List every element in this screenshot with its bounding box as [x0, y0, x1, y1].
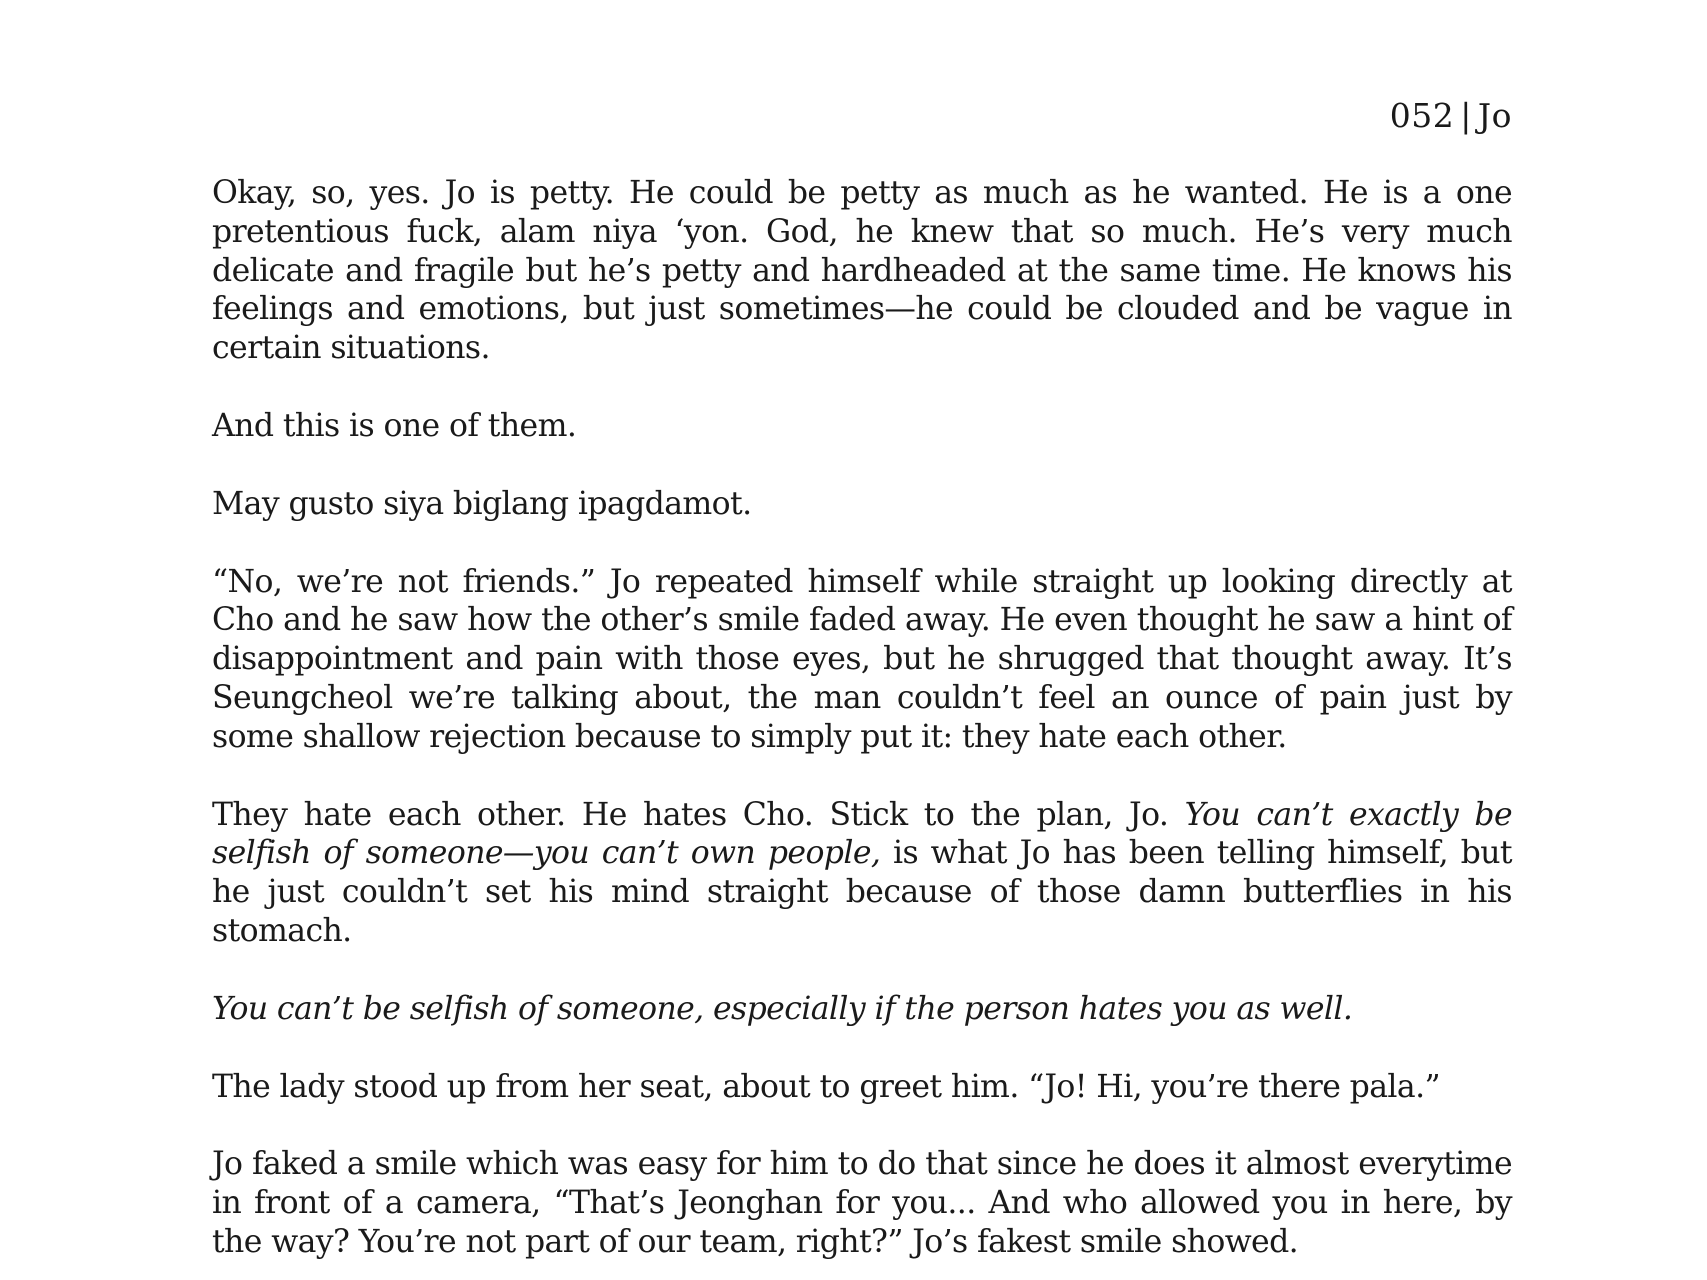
paragraph-8: Jo faked a smile which was easy for him to do that since he does it almost everytime in front of a camera, “That’s Jeonghan for you... And who allowed you in here, by the way? You’re not part of our team, right?” Jo’s fakest smile showed.	[212, 1146, 1512, 1260]
paragraph-1: Okay, so, yes. Jo is petty. He could be petty as much as he wanted. He is a one pretentious fuck, alam niya ‘yon. God, he knew that so much. He’s very much delicate and fragile but he’s petty and hardheaded at the same time. He knows his feelings and emotions, but just sometimes—he could be clouded and be vague in certain situations.	[212, 175, 1512, 367]
page-number: 052	[1389, 96, 1455, 135]
paragraph-4: “No, we’re not friends.” Jo repeated himself while straight up looking directly at Cho and he saw how the other’s smile faded away. He even thought he saw a hint of disappointment and pain with those eyes, but he shrugged that thought away. It’s Seungcheol we’re talking about, the man couldn’t feel an ounce of pain just by some shallow rejection because to simply put it: they hate each other.	[212, 563, 1512, 755]
page-header	[212, 96, 1512, 136]
paragraph-7: The lady stood up from her seat, about to greet him. “Jo! Hi, you’re there pala.”	[212, 1068, 1440, 1105]
chapter-title: Jo	[1477, 96, 1512, 135]
paragraph-2: And this is one of them.	[212, 407, 577, 444]
paragraph-3: May gusto siya biglang ipagdamot.	[212, 485, 752, 522]
paragraph-6-italic-thought	[212, 990, 1512, 1029]
paragraph-5-italic-thought: You can’t exactly be selfish of someone—you can’t own people,	[212, 796, 1512, 872]
document-page	[212, 96, 1512, 1262]
paragraph-6-italic-text: You can’t be selfish of someone, especially if the person hates you as well.	[212, 990, 1353, 1027]
header-separator: |	[1460, 96, 1472, 135]
paragraph-5-text-before: They hate each other. He hates Cho. Stick to the plan, Jo.	[212, 796, 1185, 833]
paragraph-5	[212, 796, 1512, 951]
paragraph-5-text-after: is what Jo has been telling himself, but he just couldn’t set his mind straight because of those damn butterflies in his stomach.	[212, 835, 1512, 949]
